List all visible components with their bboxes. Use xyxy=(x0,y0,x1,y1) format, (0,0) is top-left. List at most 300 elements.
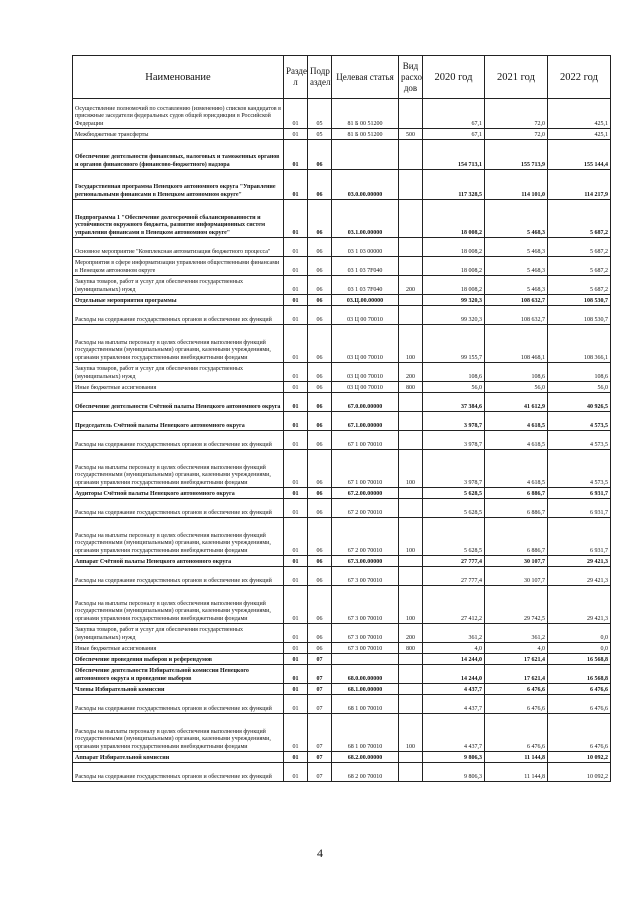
cell-subsection: 06 xyxy=(308,412,332,431)
cell-2022: 425,1 xyxy=(548,99,611,129)
cell-section: 01 xyxy=(284,518,308,556)
cell-2020: 9 806,3 xyxy=(423,752,485,763)
cell-2020: 361,2 xyxy=(423,624,485,643)
cell-2020: 4 437,7 xyxy=(423,695,485,714)
cell-2020: 27 412,2 xyxy=(423,586,485,624)
cell-2022: 5 687,2 xyxy=(548,257,611,276)
cell-2022: 108,6 xyxy=(548,363,611,382)
cell-target: 68 1 00 70010 xyxy=(332,714,399,752)
cell-name: Закупка товаров, работ и услуг для обеспечения государственных (муниципальных) нужд xyxy=(73,276,284,295)
cell-2021: 56,0 xyxy=(485,382,548,393)
table-row xyxy=(73,129,611,140)
table-row xyxy=(73,488,611,499)
cell-section: 01 xyxy=(284,654,308,665)
cell-2021: 72,0 xyxy=(485,129,548,140)
cell-2022: 10 092,2 xyxy=(548,752,611,763)
cell-2020: 4 437,7 xyxy=(423,714,485,752)
cell-name: Межбюджетные трансферты xyxy=(73,129,284,140)
cell-2020: 27 777,4 xyxy=(423,567,485,586)
cell-2020: 117 328,5 xyxy=(423,170,485,200)
table-row xyxy=(73,624,611,643)
cell-2022: 29 421,3 xyxy=(548,556,611,567)
cell-expense-type xyxy=(399,695,423,714)
cell-2022: 114 217,9 xyxy=(548,170,611,200)
cell-name: Аппарат Счётной палаты Ненецкого автономного округа xyxy=(73,556,284,567)
cell-section: 01 xyxy=(284,586,308,624)
cell-2020: 5 628,5 xyxy=(423,518,485,556)
cell-2022: 5 687,2 xyxy=(548,200,611,238)
cell-2020: 27 777,4 xyxy=(423,556,485,567)
cell-expense-type: 800 xyxy=(399,643,423,654)
header-name: Наименование xyxy=(73,56,284,99)
cell-target: 67 3 00 70010 xyxy=(332,567,399,586)
table-row xyxy=(73,665,611,684)
cell-expense-type: 100 xyxy=(399,518,423,556)
cell-name: Расходы на содержание государственных органов и обеспечение их функций xyxy=(73,763,284,782)
cell-expense-type xyxy=(399,488,423,499)
table-row xyxy=(73,714,611,752)
cell-subsection: 06 xyxy=(308,567,332,586)
cell-2021: 108 468,1 xyxy=(485,325,548,363)
cell-section: 01 xyxy=(284,450,308,488)
cell-2020: 18 008,2 xyxy=(423,276,485,295)
cell-expense-type: 100 xyxy=(399,714,423,752)
cell-target: 68.1.00.00000 xyxy=(332,684,399,695)
cell-2021: 5 468,3 xyxy=(485,238,548,257)
cell-target: 67.2.00.00000 xyxy=(332,488,399,499)
cell-subsection: 06 xyxy=(308,556,332,567)
cell-subsection: 07 xyxy=(308,752,332,763)
cell-name: Члены Избирательной комиссии xyxy=(73,684,284,695)
cell-name: Председатель Счётной палаты Ненецкого автономного округа xyxy=(73,412,284,431)
table-row xyxy=(73,431,611,450)
cell-2020: 18 008,2 xyxy=(423,200,485,238)
cell-2021: 114 101,0 xyxy=(485,170,548,200)
page-number: 4 xyxy=(317,846,323,860)
cell-2022: 0,0 xyxy=(548,643,611,654)
cell-section: 01 xyxy=(284,556,308,567)
cell-expense-type xyxy=(399,99,423,129)
table-row xyxy=(73,382,611,393)
cell-expense-type xyxy=(399,684,423,695)
cell-expense-type xyxy=(399,567,423,586)
cell-expense-type: 800 xyxy=(399,382,423,393)
table-row xyxy=(73,257,611,276)
cell-section: 01 xyxy=(284,99,308,129)
header-2021: 2021 год xyxy=(485,56,548,99)
cell-target xyxy=(332,140,399,170)
cell-2022: 4 573,5 xyxy=(548,431,611,450)
cell-name: Расходы на содержание государственных органов и обеспечение их функций xyxy=(73,695,284,714)
cell-2022: 6 931,7 xyxy=(548,518,611,556)
cell-section: 01 xyxy=(284,200,308,238)
cell-name: Расходы на содержание государственных органов и обеспечение их функций xyxy=(73,431,284,450)
cell-target: 67 3 00 70010 xyxy=(332,586,399,624)
cell-2021: 6 476,6 xyxy=(485,714,548,752)
cell-target: 67 2 00 70010 xyxy=(332,499,399,518)
cell-2022: 10 092,2 xyxy=(548,763,611,782)
cell-2021: 17 621,4 xyxy=(485,654,548,665)
cell-subsection: 06 xyxy=(308,586,332,624)
cell-expense-type xyxy=(399,412,423,431)
cell-2021: 5 468,3 xyxy=(485,200,548,238)
cell-target: 03.0.00.00000 xyxy=(332,170,399,200)
cell-2022: 6 476,6 xyxy=(548,714,611,752)
table-row xyxy=(73,518,611,556)
cell-name: Обеспечение проведения выборов и референдумов xyxy=(73,654,284,665)
cell-name: Обеспечение деятельности Избирательной комиссии Ненецкого автономного округа и проведение выборов xyxy=(73,665,284,684)
cell-2020: 4,0 xyxy=(423,643,485,654)
cell-name: Основное мероприятие "Комплексная автоматизация бюджетного процесса" xyxy=(73,238,284,257)
cell-target: 67 3 00 70010 xyxy=(332,624,399,643)
cell-expense-type xyxy=(399,393,423,412)
cell-section: 01 xyxy=(284,129,308,140)
cell-2021: 155 713,9 xyxy=(485,140,548,170)
table-row xyxy=(73,393,611,412)
cell-subsection: 06 xyxy=(308,295,332,306)
cell-target: 03 1 03 00000 xyxy=(332,238,399,257)
cell-name: Расходы на выплаты персоналу в целях обеспечения выполнения функций государственными (муниципальными) органами, казенными учреждениями, органами управления государственными внебюджетными фондами xyxy=(73,714,284,752)
cell-2021: 4,0 xyxy=(485,643,548,654)
cell-2020: 18 008,2 xyxy=(423,257,485,276)
cell-name: Аудиторы Счётной палаты Ненецкого автономного округа xyxy=(73,488,284,499)
cell-subsection: 06 xyxy=(308,393,332,412)
cell-subsection: 06 xyxy=(308,431,332,450)
header-2020: 2020 год xyxy=(423,56,485,99)
cell-target: 68.0.00.00000 xyxy=(332,665,399,684)
cell-target: 03 Ц 00 70010 xyxy=(332,306,399,325)
document-page xyxy=(72,55,610,782)
cell-target: 81 Б 00 51200 xyxy=(332,129,399,140)
cell-2021: 5 468,3 xyxy=(485,257,548,276)
cell-subsection: 06 xyxy=(308,200,332,238)
cell-section: 01 xyxy=(284,488,308,499)
cell-subsection: 06 xyxy=(308,624,332,643)
cell-name: Расходы на выплаты персоналу в целях обеспечения выполнения функций государственными (муниципальными) органами, казенными учреждениями, органами управления государственными внебюджетными фондами xyxy=(73,586,284,624)
cell-2021: 361,2 xyxy=(485,624,548,643)
cell-section: 01 xyxy=(284,325,308,363)
cell-2022: 29 421,3 xyxy=(548,586,611,624)
cell-2021: 29 742,5 xyxy=(485,586,548,624)
cell-target: 67.1.00.00000 xyxy=(332,412,399,431)
cell-name: Подпрограмма 1 "Обеспечение долгосрочной сбалансированности и устойчивости окружного бюджета, развитие информационных систем управления финансами в Ненецком автономном округе" xyxy=(73,200,284,238)
cell-name: Обеспечение деятельности Счётной палаты Ненецкого автономного округа xyxy=(73,393,284,412)
table-row xyxy=(73,684,611,695)
cell-subsection: 07 xyxy=(308,763,332,782)
cell-expense-type: 200 xyxy=(399,624,423,643)
cell-target: 67.3.00.00000 xyxy=(332,556,399,567)
cell-2021: 4 618,5 xyxy=(485,431,548,450)
table-row xyxy=(73,695,611,714)
cell-name: Расходы на содержание государственных органов и обеспечение их функций xyxy=(73,306,284,325)
cell-2021: 17 621,4 xyxy=(485,665,548,684)
cell-subsection: 06 xyxy=(308,488,332,499)
table-row xyxy=(73,556,611,567)
cell-section: 01 xyxy=(284,431,308,450)
cell-expense-type xyxy=(399,238,423,257)
cell-subsection: 06 xyxy=(308,363,332,382)
cell-name: Расходы на выплаты персоналу в целях обеспечения выполнения функций государственными (муниципальными) органами, казенными учреждениями, органами управления государственными внебюджетными фондами xyxy=(73,325,284,363)
cell-target: 67 1 00 70010 xyxy=(332,450,399,488)
cell-name: Закупка товаров, работ и услуг для обеспечения государственных (муниципальных) нужд xyxy=(73,624,284,643)
cell-section: 01 xyxy=(284,238,308,257)
cell-name: Расходы на содержание государственных органов и обеспечение их функций xyxy=(73,567,284,586)
cell-2021: 6 476,6 xyxy=(485,684,548,695)
cell-2020: 9 806,3 xyxy=(423,763,485,782)
cell-expense-type xyxy=(399,200,423,238)
cell-2022: 155 144,4 xyxy=(548,140,611,170)
cell-section: 01 xyxy=(284,665,308,684)
cell-subsection: 07 xyxy=(308,695,332,714)
table-row xyxy=(73,499,611,518)
cell-expense-type xyxy=(399,306,423,325)
cell-expense-type: 100 xyxy=(399,450,423,488)
cell-2021: 108 632,7 xyxy=(485,306,548,325)
cell-expense-type xyxy=(399,499,423,518)
cell-subsection: 06 xyxy=(308,450,332,488)
cell-name: Государственная программа Ненецкого автономного округа "Управление региональными финансами в Ненецком автономном округе" xyxy=(73,170,284,200)
cell-target: 03.Ц.00.00000 xyxy=(332,295,399,306)
cell-2022: 6 476,6 xyxy=(548,695,611,714)
cell-2022: 29 421,3 xyxy=(548,567,611,586)
cell-2021: 11 144,8 xyxy=(485,763,548,782)
cell-subsection: 06 xyxy=(308,238,332,257)
cell-name: Иные бюджетные ассигнования xyxy=(73,382,284,393)
cell-subsection: 07 xyxy=(308,665,332,684)
cell-2021: 6 886,7 xyxy=(485,518,548,556)
cell-2022: 6 931,7 xyxy=(548,499,611,518)
table-row xyxy=(73,200,611,238)
table-row xyxy=(73,276,611,295)
table-row xyxy=(73,363,611,382)
cell-2021: 108 632,7 xyxy=(485,295,548,306)
cell-section: 01 xyxy=(284,752,308,763)
cell-section: 01 xyxy=(284,714,308,752)
cell-2021: 6 886,7 xyxy=(485,488,548,499)
table-row xyxy=(73,586,611,624)
cell-2022: 40 926,5 xyxy=(548,393,611,412)
cell-target: 03 1 03 7F040 xyxy=(332,276,399,295)
cell-2021: 6 886,7 xyxy=(485,499,548,518)
table-row xyxy=(73,763,611,782)
cell-section: 01 xyxy=(284,499,308,518)
table-row xyxy=(73,325,611,363)
cell-name: Аппарат Избирательной комиссии xyxy=(73,752,284,763)
table-row xyxy=(73,306,611,325)
table-row xyxy=(73,295,611,306)
cell-name: Обеспечение деятельности финансовых, налоговых и таможенных органов и органов финансового (финансово-бюджетного) надзора xyxy=(73,140,284,170)
cell-section: 01 xyxy=(284,624,308,643)
cell-2020: 67,1 xyxy=(423,129,485,140)
cell-subsection: 06 xyxy=(308,257,332,276)
cell-expense-type xyxy=(399,654,423,665)
cell-2021: 72,0 xyxy=(485,99,548,129)
table-row xyxy=(73,654,611,665)
budget-table xyxy=(72,55,611,782)
cell-2020: 3 978,7 xyxy=(423,412,485,431)
cell-2020: 67,1 xyxy=(423,99,485,129)
cell-target: 68 1 00 70010 xyxy=(332,695,399,714)
cell-target: 68 2 00 70010 xyxy=(332,763,399,782)
table-row xyxy=(73,412,611,431)
cell-2021: 4 618,5 xyxy=(485,412,548,431)
cell-2022: 108 530,7 xyxy=(548,306,611,325)
header-subsection: Подр аздел xyxy=(308,56,332,99)
cell-subsection: 06 xyxy=(308,518,332,556)
cell-name: Закупка товаров, работ и услуг для обеспечения государственных (муниципальных) нужд xyxy=(73,363,284,382)
cell-2021: 41 612,9 xyxy=(485,393,548,412)
cell-2020: 5 628,5 xyxy=(423,488,485,499)
cell-target: 03 1 03 7F040 xyxy=(332,257,399,276)
cell-section: 01 xyxy=(284,170,308,200)
cell-section: 01 xyxy=(284,306,308,325)
header-expense-type: Вид расхо дов xyxy=(399,56,423,99)
cell-subsection: 07 xyxy=(308,654,332,665)
cell-2022: 4 573,5 xyxy=(548,450,611,488)
cell-name: Мероприятия в сфере информатизации управления общественными финансами в Ненецком автономном округе xyxy=(73,257,284,276)
cell-2021: 30 107,7 xyxy=(485,556,548,567)
cell-expense-type xyxy=(399,257,423,276)
cell-expense-type xyxy=(399,431,423,450)
cell-target: 67 3 00 70010 xyxy=(332,643,399,654)
cell-target xyxy=(332,654,399,665)
cell-expense-type xyxy=(399,170,423,200)
cell-target: 67 2 00 70010 xyxy=(332,518,399,556)
cell-2022: 4 573,5 xyxy=(548,412,611,431)
cell-expense-type xyxy=(399,140,423,170)
cell-2022: 108 530,7 xyxy=(548,295,611,306)
cell-2020: 3 978,7 xyxy=(423,431,485,450)
cell-target: 03 Ц 00 70010 xyxy=(332,382,399,393)
cell-2021: 4 618,5 xyxy=(485,450,548,488)
cell-2022: 0,0 xyxy=(548,624,611,643)
cell-2022: 16 568,8 xyxy=(548,654,611,665)
cell-target: 03 Ц 00 70010 xyxy=(332,363,399,382)
cell-2020: 154 713,1 xyxy=(423,140,485,170)
cell-2021: 5 468,3 xyxy=(485,276,548,295)
cell-expense-type: 100 xyxy=(399,325,423,363)
cell-subsection: 06 xyxy=(308,170,332,200)
cell-expense-type: 200 xyxy=(399,363,423,382)
cell-2022: 6 476,6 xyxy=(548,684,611,695)
cell-subsection: 06 xyxy=(308,306,332,325)
cell-2022: 16 568,8 xyxy=(548,665,611,684)
cell-2020: 14 244,0 xyxy=(423,654,485,665)
cell-2020: 99 320,3 xyxy=(423,306,485,325)
cell-2020: 18 008,2 xyxy=(423,238,485,257)
cell-target: 68.2.00.00000 xyxy=(332,752,399,763)
table-row xyxy=(73,238,611,257)
cell-2022: 425,1 xyxy=(548,129,611,140)
cell-name: Расходы на выплаты персоналу в целях обеспечения выполнения функций государственными (муниципальными) органами, казенными учреждениями, органами управления государственными внебюджетными фондами xyxy=(73,518,284,556)
cell-target: 67 1 00 70010 xyxy=(332,431,399,450)
cell-2020: 4 437,7 xyxy=(423,684,485,695)
cell-2021: 6 476,6 xyxy=(485,695,548,714)
header-2022: 2022 год xyxy=(548,56,611,99)
cell-expense-type xyxy=(399,556,423,567)
table-header-row xyxy=(73,56,611,99)
cell-section: 01 xyxy=(284,763,308,782)
cell-2022: 108 366,1 xyxy=(548,325,611,363)
cell-name: Расходы на содержание государственных органов и обеспечение их функций xyxy=(73,499,284,518)
cell-2020: 37 384,6 xyxy=(423,393,485,412)
cell-subsection: 06 xyxy=(308,140,332,170)
cell-2020: 99 155,7 xyxy=(423,325,485,363)
cell-target: 67.0.00.00000 xyxy=(332,393,399,412)
cell-section: 01 xyxy=(284,412,308,431)
cell-2022: 5 687,2 xyxy=(548,238,611,257)
cell-subsection: 06 xyxy=(308,643,332,654)
cell-name: Осуществление полномочий по составлению (изменению) списков кандидатов в присяжные заседатели федеральных судов общей юрисдикции в Российской Федерации xyxy=(73,99,284,129)
cell-subsection: 05 xyxy=(308,99,332,129)
cell-expense-type xyxy=(399,763,423,782)
cell-subsection: 06 xyxy=(308,499,332,518)
cell-expense-type xyxy=(399,752,423,763)
cell-section: 01 xyxy=(284,295,308,306)
cell-2021: 30 107,7 xyxy=(485,567,548,586)
cell-subsection: 07 xyxy=(308,684,332,695)
cell-subsection: 06 xyxy=(308,325,332,363)
cell-name: Иные бюджетные ассигнования xyxy=(73,643,284,654)
cell-target: 81 Б 00 51200 xyxy=(332,99,399,129)
cell-2020: 99 320,3 xyxy=(423,295,485,306)
cell-section: 01 xyxy=(284,276,308,295)
cell-name: Расходы на выплаты персоналу в целях обеспечения выполнения функций государственными (муниципальными) органами, казенными учреждениями, органами управления государственными внебюджетными фондами xyxy=(73,450,284,488)
cell-section: 01 xyxy=(284,695,308,714)
cell-2020: 5 628,5 xyxy=(423,499,485,518)
cell-2022: 6 931,7 xyxy=(548,488,611,499)
cell-section: 01 xyxy=(284,382,308,393)
cell-expense-type: 100 xyxy=(399,586,423,624)
cell-expense-type xyxy=(399,665,423,684)
cell-2021: 11 144,8 xyxy=(485,752,548,763)
cell-expense-type: 500 xyxy=(399,129,423,140)
cell-2020: 14 244,0 xyxy=(423,665,485,684)
cell-expense-type: 200 xyxy=(399,276,423,295)
table-row xyxy=(73,450,611,488)
cell-section: 01 xyxy=(284,684,308,695)
header-target: Целевая статья xyxy=(332,56,399,99)
table-row xyxy=(73,170,611,200)
cell-target: 03.1.00.00000 xyxy=(332,200,399,238)
cell-section: 01 xyxy=(284,363,308,382)
cell-2021: 108,6 xyxy=(485,363,548,382)
cell-2022: 56,0 xyxy=(548,382,611,393)
cell-2022: 5 687,2 xyxy=(548,276,611,295)
cell-subsection: 06 xyxy=(308,382,332,393)
cell-section: 01 xyxy=(284,257,308,276)
table-row xyxy=(73,643,611,654)
cell-subsection: 06 xyxy=(308,276,332,295)
cell-section: 01 xyxy=(284,567,308,586)
cell-2020: 3 978,7 xyxy=(423,450,485,488)
cell-subsection: 05 xyxy=(308,129,332,140)
table-row xyxy=(73,140,611,170)
cell-section: 01 xyxy=(284,140,308,170)
cell-2020: 56,0 xyxy=(423,382,485,393)
cell-name: Отдельные мероприятия программы xyxy=(73,295,284,306)
cell-section: 01 xyxy=(284,643,308,654)
table-row xyxy=(73,567,611,586)
cell-expense-type xyxy=(399,295,423,306)
cell-section: 01 xyxy=(284,393,308,412)
cell-target: 03 Ц 00 70010 xyxy=(332,325,399,363)
cell-2020: 108,6 xyxy=(423,363,485,382)
cell-subsection: 07 xyxy=(308,714,332,752)
header-section: Разде л xyxy=(284,56,308,99)
table-row xyxy=(73,99,611,129)
table-row xyxy=(73,752,611,763)
